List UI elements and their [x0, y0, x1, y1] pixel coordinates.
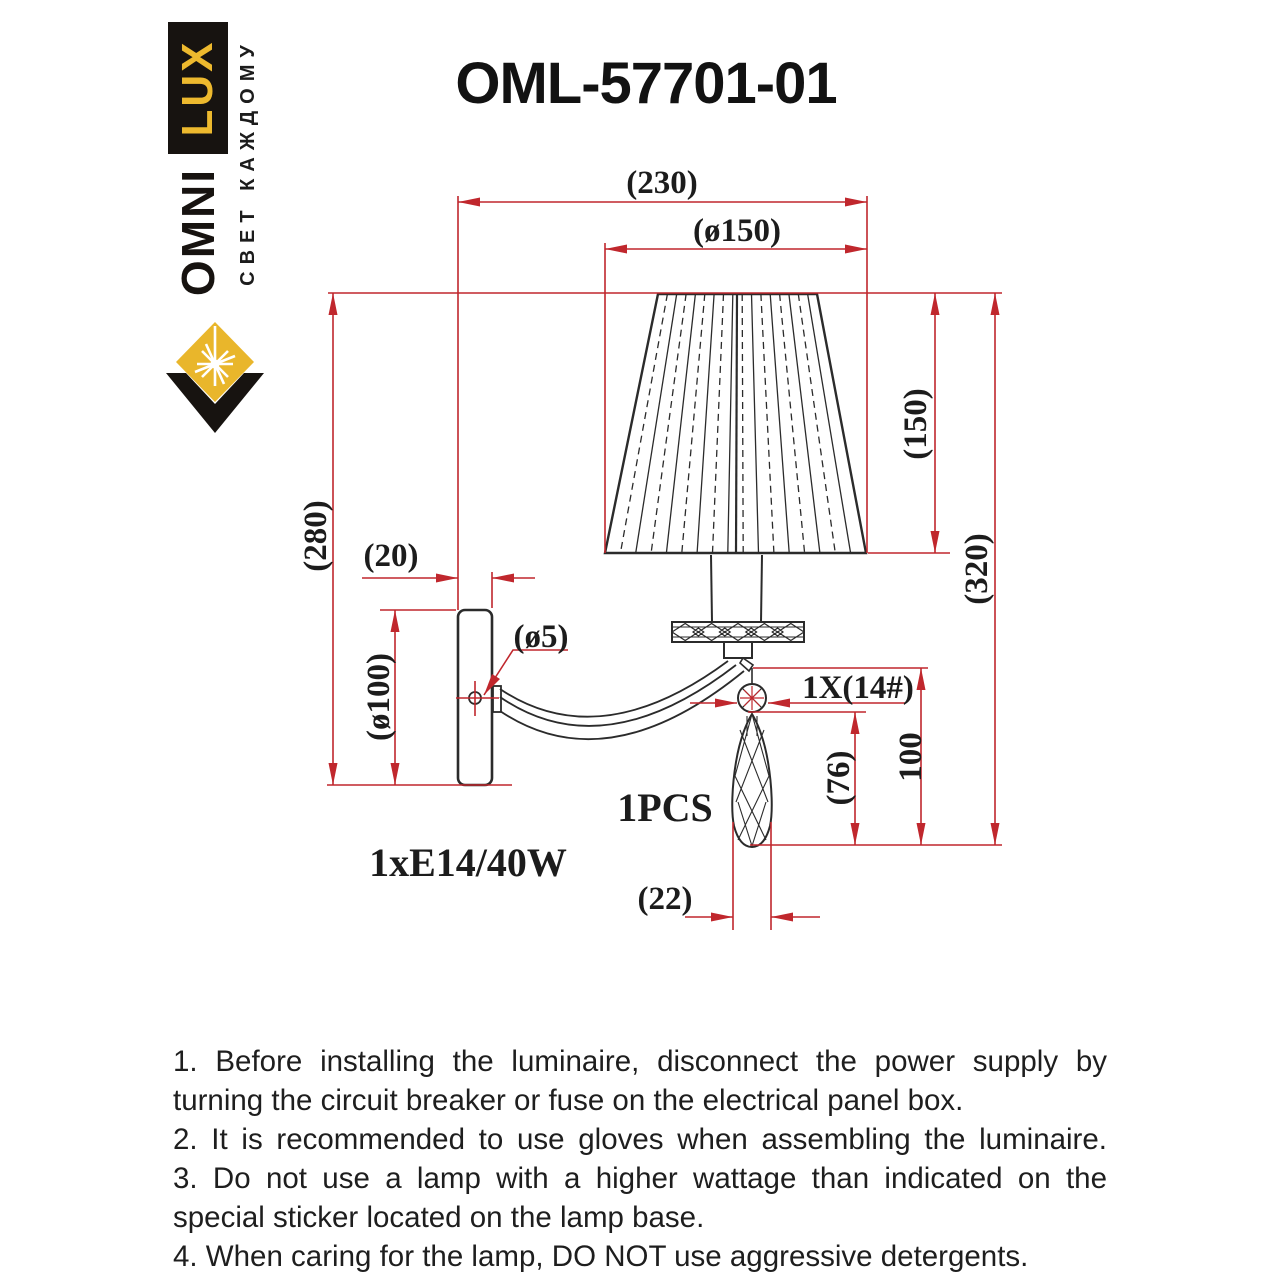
dim-label-width-total: (230)	[626, 165, 698, 201]
pieces-label: 1PCS	[617, 785, 713, 830]
band-diamond-pattern	[672, 624, 804, 641]
dim-label-pendant-spec: 1X(14#)	[802, 670, 914, 706]
dim-label-backplate-depth: (20)	[363, 538, 419, 574]
drop-facets	[735, 714, 769, 846]
dim-label-hole-diameter: (ø5)	[513, 619, 569, 655]
omni-wordmark: OMNI	[172, 167, 224, 297]
dim-label-shade-height: (150)	[898, 388, 934, 460]
instruction-line-4: 3. Do not use a lamp with a higher wattage than indicated on the	[173, 1162, 1107, 1195]
crystal-drop	[732, 714, 771, 847]
page-title: OML-57701-01	[455, 51, 837, 116]
dim-label-backplate-top-height: (280)	[298, 500, 334, 572]
pendant-hook	[740, 658, 753, 671]
shade-center-seam	[736, 294, 737, 553]
dim-label-shade-diameter: (ø150)	[693, 213, 781, 249]
instruction-line-3: 2. It is recommended to use gloves when assembling the luminaire.	[173, 1123, 1107, 1156]
dim-label-total-height: (320)	[959, 533, 995, 605]
instructions-block	[173, 1042, 1107, 1276]
shade-pleats-dashed	[620, 294, 835, 553]
instruction-line-6: 4. When caring for the lamp, DO NOT use aggressive detergents.	[173, 1240, 1029, 1273]
socket-label: 1xE14/40W	[369, 840, 567, 885]
instruction-line-2: turning the circuit breaker or fuse on the electrical panel box.	[173, 1084, 964, 1117]
instruction-line-5: special sticker located on the lamp base.	[173, 1201, 705, 1234]
candle-neck	[711, 555, 712, 622]
candle-cup	[724, 642, 752, 658]
dim-label-backplate-diameter: (ø100)	[361, 653, 397, 741]
instruction-line-1: 1. Before installing the luminaire, disconnect the power supply by	[173, 1045, 1107, 1078]
lamp-fixture	[458, 294, 866, 847]
dim-label-drop-height: 100	[893, 732, 929, 782]
lamp-arm	[500, 661, 728, 717]
decorative-band	[672, 622, 804, 642]
lux-wordmark: LUX	[173, 39, 222, 137]
brand-tagline: СВЕТ КАЖДОМУ	[237, 38, 259, 286]
dim-label-crystal-height: (76)	[821, 750, 857, 806]
dim-label-crystal-width: (22)	[637, 881, 693, 917]
